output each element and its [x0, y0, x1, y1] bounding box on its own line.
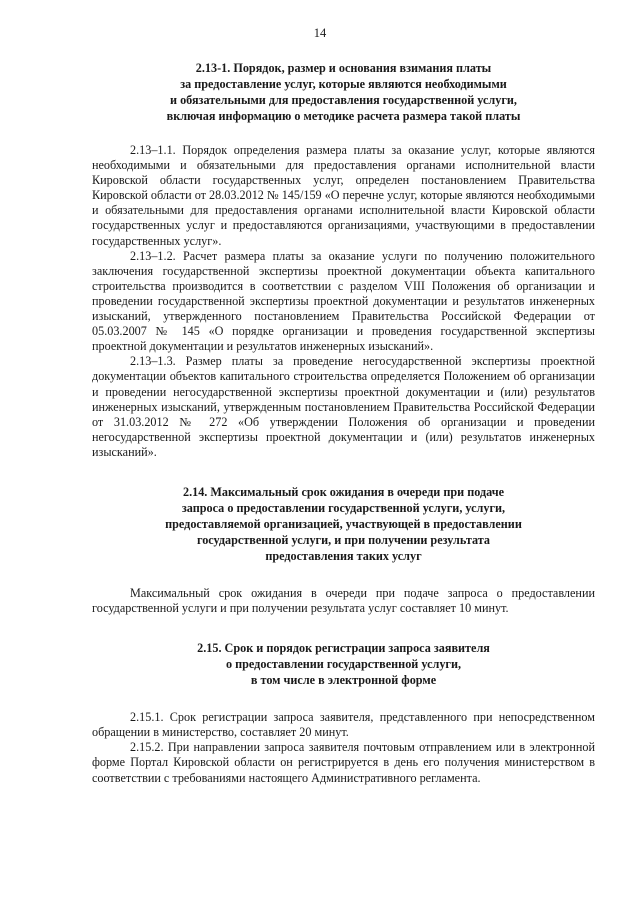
heading-line: 2.15. Срок и порядок регистрации запроса заявителя: [197, 641, 490, 656]
page-number: 14: [313, 26, 327, 40]
heading-line: о предоставлении государственной услуги,: [225, 657, 462, 672]
heading-line: запроса о предоставлении государственной услуги, услуги,: [181, 500, 506, 515]
section-2-14: [92, 484, 595, 616]
heading-line: 2.13-1. Порядок, размер и основания взимания платы: [195, 61, 492, 75]
heading-line: государственной услуги, и при получении результата: [196, 532, 491, 547]
paragraph: Максимальный срок ожидания в очереди при подаче запроса о предоставлении государственной услуги и при получении результата услуг составляет 10 минут.: [92, 585, 595, 616]
section-heading: [92, 640, 595, 688]
section-2-13-1: [92, 60, 595, 460]
paragraph: 2.15.2. При направлении запроса заявителя почтовым отправлением или в электронной форме Портал Кировской области он регистрируется в день его получения министерством в соответствии с требованиями настоящего Административного регламента.: [92, 740, 595, 785]
heading-line: включая информацию о методике расчета размера такой платы: [166, 109, 521, 123]
section-heading: [92, 484, 595, 564]
heading-line: в том числе в электронной форме: [250, 673, 437, 688]
paragraph: 2.15.1. Срок регистрации запроса заявителя, представленного при непосредственном обращении в министерство, составляет 20 минут.: [92, 710, 595, 740]
section-heading: [92, 60, 595, 124]
paragraph: 2.13–1.2. Расчет размера платы за оказание услуги по получению положительного заключения государственной экспертизы проектной документации объекта капитального строительства производится в соответствии с разделом VIII Положения об организации и проведении государственной экспертизы проектной документации и результатов инженерных изысканий, утвержденного постановлением Правительства Российской Федерации от 05.03.2007 № 145 «О порядке организации и проведения государственной экспертизы проектной документации и результатов инженерных изысканий».: [92, 248, 595, 354]
heading-line: за предоставление услуг, которые являются необходимыми: [180, 77, 507, 91]
heading-line: и обязательными для предоставления государственной услуги,: [170, 93, 517, 107]
paragraph: 2.13–1.1. Порядок определения размера платы за оказание услуг, которые являются необходимыми и обязательными для предоставления органами исполнительной власти Кировской области государственных услуг, определен постановлением Правительства Кировской области от 28.03.2012 № 145/159 «О перечне услуг, которые являются необходимыми и обязательными для предоставления органами исполнительной власти Кировской области государственных услуг и предоставляются организациями, участвующими в предоставлении государственных услуг».: [92, 143, 595, 248]
heading-line: предоставления таких услуг: [265, 548, 422, 563]
section-2-15: [92, 640, 595, 785]
heading-line: предоставляемой организацией, участвующей в предоставлении: [165, 516, 522, 531]
document-body: [92, 60, 595, 786]
heading-line: 2.14. Максимальный срок ожидания в очереди при подаче: [182, 484, 505, 499]
paragraph: 2.13–1.3. Размер платы за проведение негосударственной экспертизы проектной документации объектов капитального строительства определяется Положением об организации и проведении негосударственной экспертизы проектной документации и (или) результатов инженерных изысканий, утвержденным постановлением Правительства Российской Федерации от 31.03.2012 № 272 «Об утверждении Положения об организации и проведении негосударственной экспертизы проектной документации и (или) результатов инженерных изысканий».: [92, 354, 595, 459]
